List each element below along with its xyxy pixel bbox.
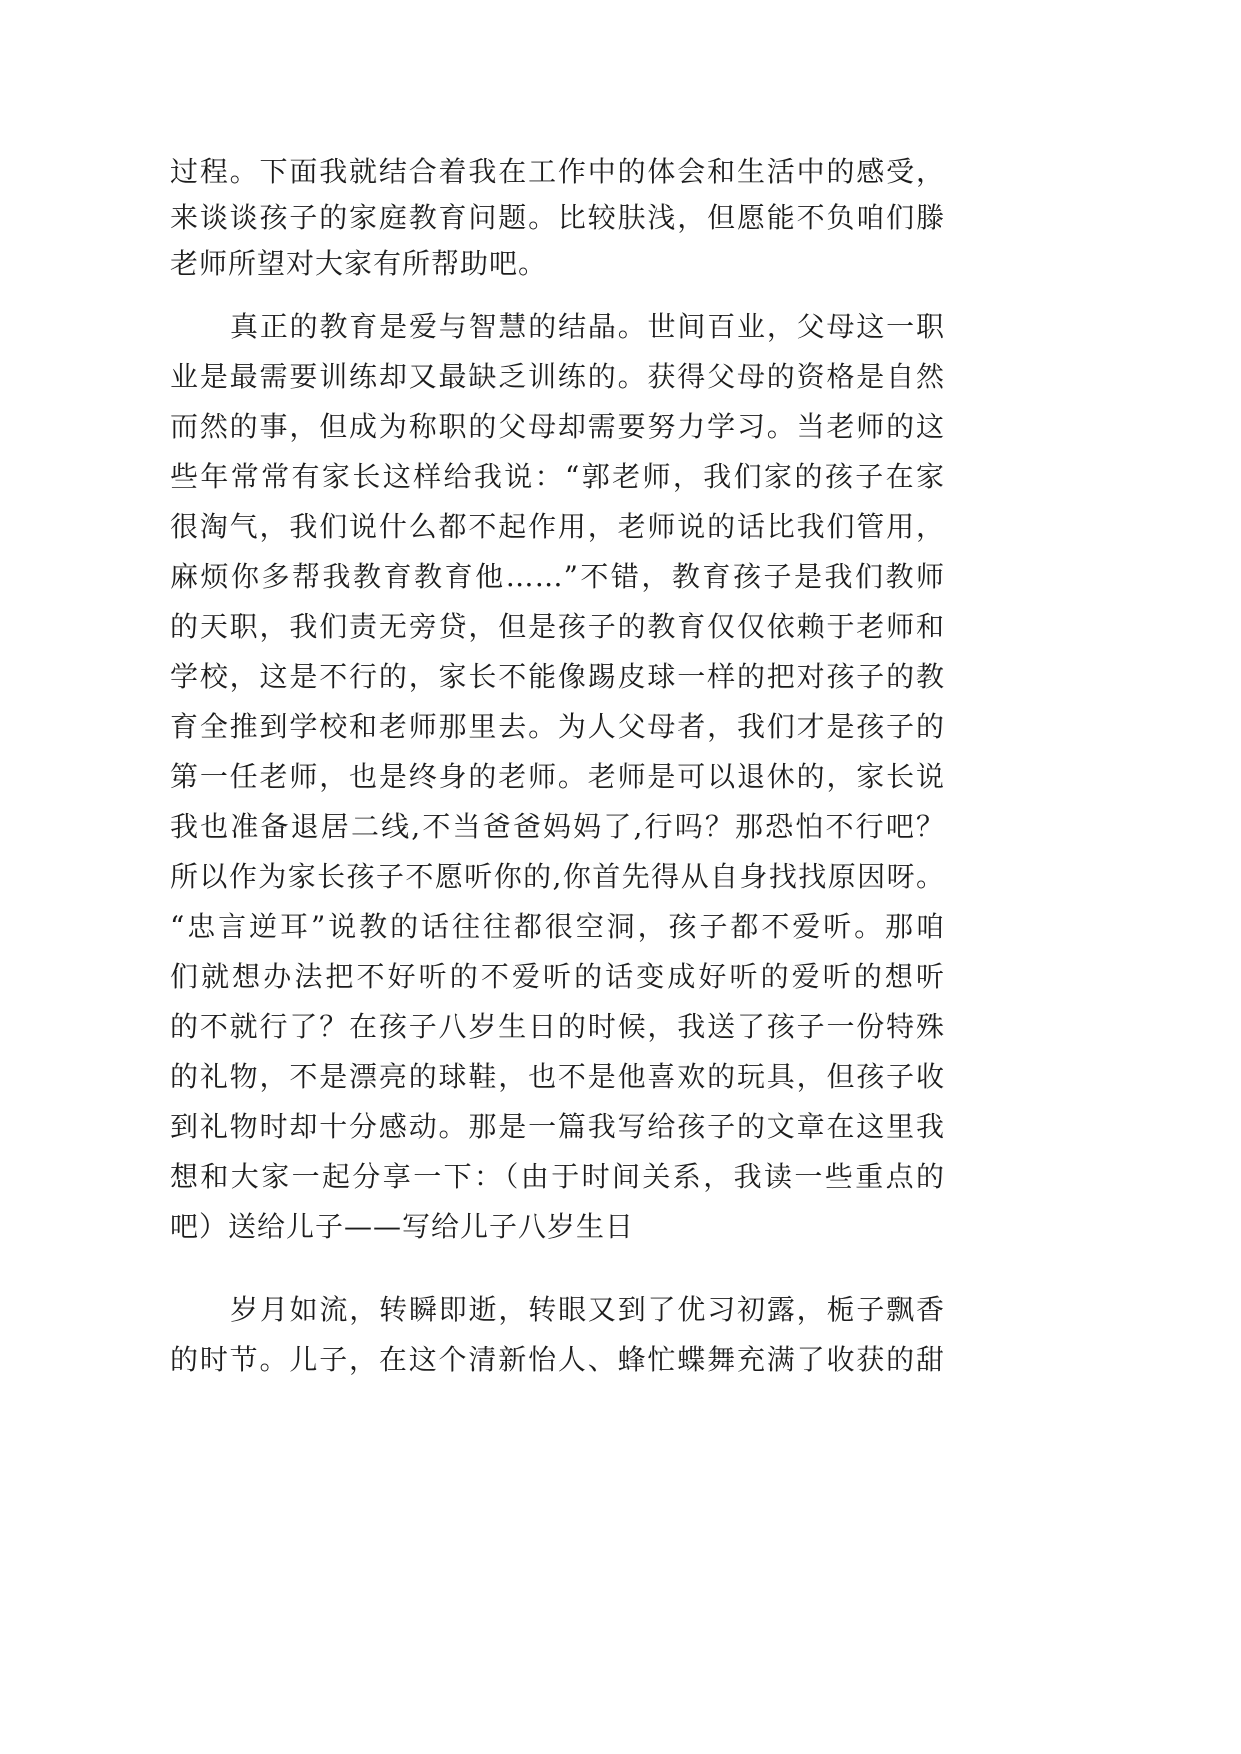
paragraph (170, 302, 945, 1252)
paragraph (170, 149, 945, 287)
text-line: 到礼物时却十分感动。那是一篇我写给孩子的文章在这里我 (170, 1110, 945, 1143)
text-line: 的时节。儿子，在这个清新怡人、蜂忙蝶舞充满了收获的甜 (170, 1343, 945, 1376)
text-line: 的天职，我们责无旁贷，但是孩子的教育仅仅依赖于老师和 (170, 610, 945, 643)
text-line: 很淘气，我们说什么都不起作用，老师说的话比我们管用， (170, 510, 945, 543)
text-line: 老师所望对大家有所帮助吧。 (170, 247, 548, 280)
text-line: 而然的事，但成为称职的父母却需要努力学习。当老师的这 (170, 410, 945, 443)
text-line: 岁月如流，转瞬即逝，转眼又到了优习初露，栀子飘香 (230, 1293, 945, 1326)
text-line: 想和大家一起分享一下：（由于时间关系，我读一些重点的 (170, 1160, 945, 1193)
text-line: 来谈谈孩子的家庭教育问题。比较肤浅，但愿能不负咱们滕 (170, 201, 945, 234)
text-line: “忠言逆耳”说教的话往往都很空洞，孩子都不爱听。那咱 (170, 910, 945, 943)
text-line: 第一任老师，也是终身的老师。老师是可以退休的，家长说 (170, 760, 945, 793)
text-line: 学校，这是不行的，家长不能像踢皮球一样的把对孩子的教 (170, 660, 945, 693)
text-line: 麻烦你多帮我教育教育他……”不错，教育孩子是我们教师 (170, 560, 945, 593)
paragraph (170, 1285, 945, 1385)
text-line: 过程。下面我就结合着我在工作中的体会和生活中的感受， (170, 155, 945, 188)
text-line: 的礼物，不是漂亮的球鞋，也不是他喜欢的玩具，但孩子收 (170, 1060, 945, 1093)
text-line: 的不就行了？在孩子八岁生日的时候，我送了孩子一份特殊 (170, 1010, 945, 1043)
text-line: 吧）送给儿子——写给儿子八岁生日 (170, 1210, 635, 1243)
text-line: 真正的教育是爱与智慧的结晶。世间百业，父母这一职 (230, 310, 945, 343)
text-line: 业是最需要训练却又最缺乏训练的。获得父母的资格是自然 (170, 360, 945, 393)
text-line: 育全推到学校和老师那里去。为人父母者，我们才是孩子的 (170, 710, 945, 743)
text-line: 我也准备退居二线,不当爸爸妈妈了,行吗？那恐怕不行吧？ (170, 810, 945, 843)
text-line: 所以作为家长孩子不愿听你的,你首先得从自身找找原因呀。 (170, 860, 945, 893)
text-line: 些年常常有家长这样给我说：“郭老师，我们家的孩子在家 (170, 460, 945, 493)
text-line: 们就想办法把不好听的不爱听的话变成好听的爱听的想听 (170, 960, 945, 993)
